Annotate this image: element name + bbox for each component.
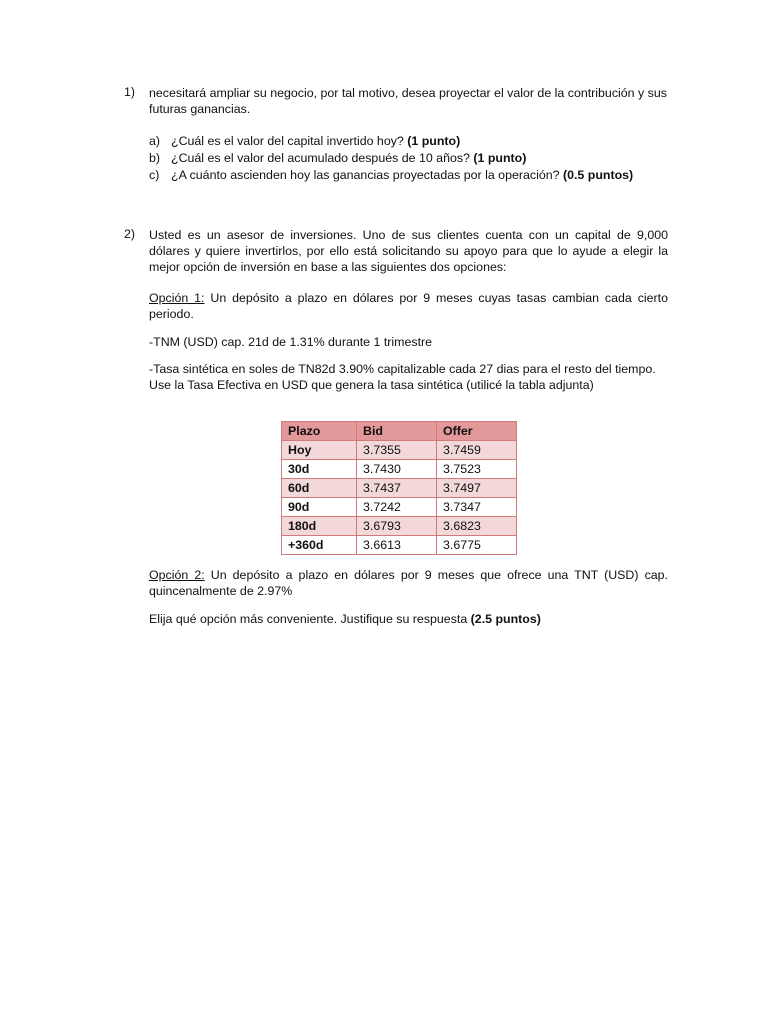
- option-1-label: Opción 1:: [149, 291, 205, 305]
- part-letter: b): [149, 151, 161, 165]
- cell-plazo: 30d: [282, 460, 357, 479]
- header-bid: Bid: [357, 422, 437, 441]
- rate-1-text: -TNM (USD) cap. 21d de 1.31% durante 1 trimestre: [149, 335, 433, 349]
- part-letter: c): [149, 168, 160, 182]
- table-row: [282, 517, 517, 536]
- cell-bid: 3.7437: [357, 479, 437, 498]
- question-1: [124, 85, 668, 184]
- part-text: ¿A cuánto ascienden hoy las ganancias proyectadas por la operación?: [171, 168, 563, 182]
- closing-paragraph: [149, 611, 668, 627]
- part-points: (1 punto): [473, 151, 527, 165]
- rate-1-block: [124, 334, 668, 350]
- option-2-block: [124, 567, 668, 599]
- table-row: [282, 441, 517, 460]
- option-2-paragraph: [149, 567, 668, 599]
- closing-points: (2.5 puntos): [470, 612, 541, 626]
- question-2: [124, 227, 668, 275]
- header-plazo: Plazo: [282, 422, 357, 441]
- cell-plazo: 90d: [282, 498, 357, 517]
- table-row: [282, 498, 517, 517]
- exchange-rate-table: [281, 421, 517, 555]
- question-2-intro: Usted es un asesor de inversiones. Uno de sus clientes cuenta con un capital de 9,000 dólares y quiere invertirlos, por ello está solicitando su apoyo para que lo ayude a elegir la mejor opción de inversión en base a las siguientes dos opciones:: [149, 228, 668, 274]
- question-1-number: 1): [124, 85, 136, 99]
- question-1-part-b: [124, 150, 668, 167]
- cell-plazo: 60d: [282, 479, 357, 498]
- question-2-number: 2): [124, 227, 136, 241]
- cell-offer: 3.6775: [437, 536, 517, 555]
- cell-bid: 3.7242: [357, 498, 437, 517]
- cell-bid: 3.6613: [357, 536, 437, 555]
- cell-bid: 3.6793: [357, 517, 437, 536]
- cell-plazo: 180d: [282, 517, 357, 536]
- cell-plazo: Hoy: [282, 441, 357, 460]
- cell-plazo: +360d: [282, 536, 357, 555]
- cell-offer: 3.6823: [437, 517, 517, 536]
- part-points: (0.5 puntos): [562, 168, 634, 182]
- part-text: ¿Cuál es el valor del acumulado después de 10 años?: [171, 151, 474, 165]
- option-1-text: Un depósito a plazo en dólares por 9 meses cuyas tasas cambian cada cierto periodo.: [149, 291, 668, 321]
- part-text: ¿Cuál es el valor del capital invertido hoy?: [171, 134, 408, 148]
- table-row: [282, 536, 517, 555]
- rate-2-line-2: Use la Tasa Efectiva en USD que genera la tasa sintética (utilicé la tabla adjunta): [149, 378, 594, 392]
- rate-2-line-1: -Tasa sintética en soles de TN82d 3.90% capitalizable cada 27 dias para el resto del tiempo.: [149, 362, 656, 376]
- rate-2-block: [124, 361, 668, 393]
- question-1-part-a: [124, 133, 668, 150]
- cell-offer: 3.7347: [437, 498, 517, 517]
- table-row: [282, 479, 517, 498]
- table-row: [282, 460, 517, 479]
- part-letter: a): [149, 134, 161, 148]
- cell-offer: 3.7459: [437, 441, 517, 460]
- closing-block: [124, 611, 668, 627]
- cell-bid: 3.7430: [357, 460, 437, 479]
- option-2-label: Opción 2:: [149, 568, 205, 582]
- table-header-row: [282, 422, 517, 441]
- option-1-paragraph: [149, 290, 668, 322]
- cell-bid: 3.7355: [357, 441, 437, 460]
- cell-offer: 3.7497: [437, 479, 517, 498]
- closing-text: Elija qué opción más conveniente. Justifique su respuesta: [149, 612, 471, 626]
- option-2-text: Un depósito a plazo en dólares por 9 meses que ofrece una TNT (USD) cap. quincenalmente de 2.97%: [149, 568, 668, 598]
- question-1-part-c: [124, 167, 668, 184]
- header-offer: Offer: [437, 422, 517, 441]
- part-points: (1 punto): [407, 134, 461, 148]
- cell-offer: 3.7523: [437, 460, 517, 479]
- option-1-block: [124, 290, 668, 322]
- question-1-text: necesitará ampliar su negocio, por tal motivo, desea proyectar el valor de la contribución y sus futuras ganancias.: [149, 86, 667, 116]
